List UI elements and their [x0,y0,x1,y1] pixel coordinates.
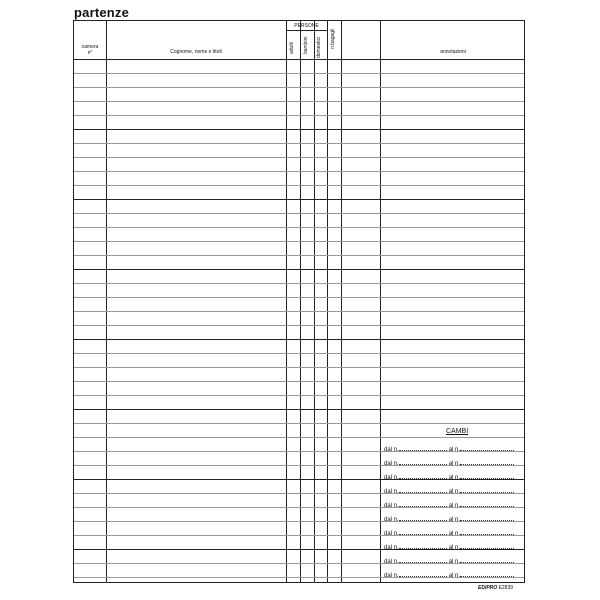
cambi-from-field[interactable] [399,487,447,493]
cambi-row [384,571,514,579]
cambi-from-label: dal n. [384,475,399,481]
row-line [74,213,524,214]
cambi-row [384,445,514,453]
cambi-from-label: dal n. [384,447,399,453]
col-sep-bambini [314,21,315,582]
page-title: partenze [74,5,130,20]
cambi-row [384,515,514,523]
header-bagagli: n.bagagli [330,28,336,49]
footer [478,585,513,591]
row-line [74,437,524,438]
row-line [74,367,524,368]
header-persone: PERSONE [294,23,319,29]
row-line [74,269,524,270]
row-line [74,339,524,340]
header-separator [74,59,524,60]
row-line [74,381,524,382]
cambi-to-field[interactable] [460,501,514,507]
register-sheet [73,20,525,583]
cambi-to-label: al n. [448,517,461,523]
header-name: Cognome, nome e titoli [170,49,222,55]
row-line [74,409,524,410]
cambi-row [384,501,514,509]
row-line [74,199,524,200]
header-bambini: bambini [303,36,309,54]
cambi-to-label: al n. [448,447,461,453]
cambi-to-label: al n. [448,531,461,537]
cambi-to-field[interactable] [460,459,514,465]
cambi-to-field[interactable] [460,445,514,451]
cambi-to-field[interactable] [460,571,514,577]
cambi-from-field[interactable] [399,501,447,507]
row-line [74,297,524,298]
col-sep-camera [106,21,107,582]
header-adulti: adulti [289,42,295,54]
cambi-row [384,487,514,495]
cambi-from-field[interactable] [399,459,447,465]
cambi-from-label: dal n. [384,461,399,467]
footer-brand: EDIPRO [478,585,498,591]
row-line [74,143,524,144]
cambi-from-field[interactable] [399,473,447,479]
col-sep-name [286,21,287,582]
cambi-from-label: dal n. [384,573,399,579]
cambi-from-field[interactable] [399,515,447,521]
cambi-from-field[interactable] [399,529,447,535]
col-sep-blank [380,21,381,582]
cambi-from-field[interactable] [399,543,447,549]
cambi-to-label: al n. [448,559,461,565]
cambi-from-field[interactable] [399,445,447,451]
row-line [74,325,524,326]
row-line [74,255,524,256]
persone-underline [286,30,327,31]
row-line [74,129,524,130]
row-line [74,283,524,284]
col-sep-adulti [300,21,301,582]
header-camera [74,44,106,56]
cambi-from-label: dal n. [384,545,399,551]
cambi-to-label: al n. [448,503,461,509]
cambi-row [384,543,514,551]
row-line [74,171,524,172]
cambi-to-field[interactable] [460,515,514,521]
row-line [74,115,524,116]
row-line [74,395,524,396]
col-sep-domestici [327,21,328,582]
cambi-to-field[interactable] [460,487,514,493]
row-line [74,73,524,74]
cambi-to-label: al n. [448,461,461,467]
cambi-to-field[interactable] [460,543,514,549]
header-annotazioni: annotazioni [440,49,466,55]
row-line [74,423,524,424]
cambi-from-field[interactable] [399,557,447,563]
row-line [74,157,524,158]
row-line [74,353,524,354]
cambi-title: CAMBI [446,428,469,435]
cambi-row [384,459,514,467]
cambi-from-field[interactable] [399,571,447,577]
header-camera-label: camera [81,44,99,50]
row-line [74,185,524,186]
cambi-to-field[interactable] [460,557,514,563]
cambi-from-label: dal n. [384,503,399,509]
cambi-to-label: al n. [448,475,461,481]
row-line [74,241,524,242]
row-line [74,227,524,228]
header-domestici: domestici [316,36,322,58]
row-line [74,101,524,102]
cambi-row [384,529,514,537]
cambi-from-label: dal n. [384,489,399,495]
row-line [74,87,524,88]
cambi-row [384,557,514,565]
cambi-to-label: al n. [448,573,461,579]
cambi-to-field[interactable] [460,473,514,479]
cambi-to-label: al n. [448,489,461,495]
cambi-to-label: al n. [448,545,461,551]
cambi-from-label: dal n. [384,517,399,523]
col-sep-bagagli [341,21,342,582]
footer-code: E2839 [498,585,514,591]
cambi-to-field[interactable] [460,529,514,535]
row-line [74,311,524,312]
cambi-from-label: dal n. [384,559,399,565]
cambi-row [384,473,514,481]
header-camera-n: n° [87,50,93,56]
cambi-from-label: dal n. [384,531,399,537]
